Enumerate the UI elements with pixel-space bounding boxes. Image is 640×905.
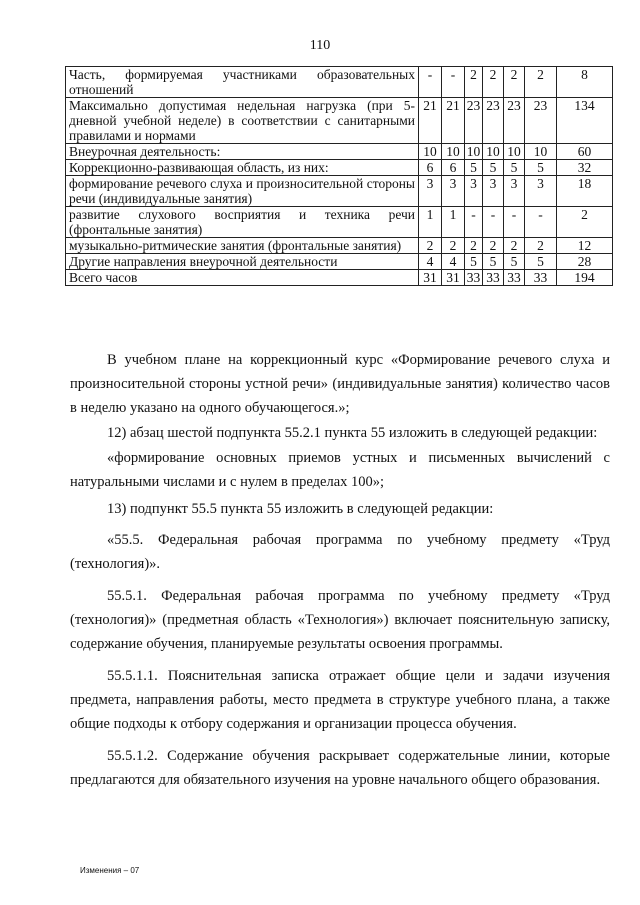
cell-value: 32	[557, 160, 613, 176]
cell-value: 4	[419, 254, 442, 270]
page-number: 110	[309, 38, 331, 53]
cell-value: 2	[525, 238, 557, 254]
cell-value: 23	[483, 98, 504, 144]
cell-value: 3	[504, 176, 525, 207]
row-label: Всего часов	[66, 270, 419, 286]
cell-value: 60	[557, 144, 613, 160]
cell-value: 5	[465, 254, 483, 270]
cell-value: 18	[557, 176, 613, 207]
table-row	[66, 98, 613, 144]
table-row	[66, 254, 613, 270]
cell-value: 31	[442, 270, 465, 286]
cell-value: 3	[483, 176, 504, 207]
row-label: развитие слухового восприятия и техника речи (фронтальные занятия)	[66, 207, 419, 238]
cell-value: 2	[504, 238, 525, 254]
table-row	[66, 238, 613, 254]
cell-value: 10	[483, 144, 504, 160]
cell-value: 28	[557, 254, 613, 270]
table-row	[66, 176, 613, 207]
paragraph: 12) абзац шестой подпункта 55.2.1 пункта 55 изложить в следующей редакции:	[107, 425, 598, 441]
curriculum-table	[65, 66, 613, 286]
table-row	[66, 144, 613, 160]
cell-value: 2	[483, 238, 504, 254]
cell-value: 2	[465, 238, 483, 254]
cell-value: -	[419, 67, 442, 98]
cell-value: 2	[419, 238, 442, 254]
row-label: Максимально допустимая недельная нагрузка (при 5-дневной учебной неделе) в соответствии с санитарными правилами и нормами	[66, 98, 419, 144]
cell-value: -	[525, 207, 557, 238]
row-label: музыкально-ритмические занятия (фронтальные занятия)	[66, 238, 419, 254]
cell-value: -	[504, 207, 525, 238]
paragraph: 55.5.1.2. Содержание обучения раскрывает содержательные линии, которые предлагаются для обязательного изучения на уровне начального общего образования.	[70, 748, 610, 788]
cell-value: 33	[525, 270, 557, 286]
cell-value: 134	[557, 98, 613, 144]
row-label: Часть, формируемая участниками образовательных отношений	[66, 67, 419, 98]
cell-value: 33	[483, 270, 504, 286]
cell-value: 33	[504, 270, 525, 286]
cell-value: 5	[525, 160, 557, 176]
cell-value: 5	[483, 254, 504, 270]
cell-value: 1	[442, 207, 465, 238]
row-label: Внеурочная деятельность:	[66, 144, 419, 160]
cell-value: 3	[465, 176, 483, 207]
cell-value: -	[442, 67, 465, 98]
cell-value: 10	[525, 144, 557, 160]
cell-value: 194	[557, 270, 613, 286]
cell-value: 2	[483, 67, 504, 98]
cell-value: 12	[557, 238, 613, 254]
cell-value: 3	[442, 176, 465, 207]
cell-value: 10	[442, 144, 465, 160]
cell-value: 10	[465, 144, 483, 160]
row-label: формирование речевого слуха и произносительной стороны речи (индивидуальные занятия)	[66, 176, 419, 207]
cell-value: 5	[483, 160, 504, 176]
cell-value: 2	[442, 238, 465, 254]
cell-value: -	[465, 207, 483, 238]
table-row	[66, 270, 613, 286]
cell-value: 23	[465, 98, 483, 144]
cell-value: 5	[504, 160, 525, 176]
cell-value: 21	[442, 98, 465, 144]
paragraph: 55.5.1. Федеральная рабочая программа по учебному предмету «Труд (технология)» (предметная область «Технология») включает пояснительную записку, содержание обучения, планируемые результаты освоения программы.	[70, 588, 610, 652]
cell-value: 2	[557, 207, 613, 238]
cell-value: 4	[442, 254, 465, 270]
cell-value: 2	[525, 67, 557, 98]
table-row	[66, 67, 613, 98]
row-label: Коррекционно-развивающая область, из них:	[66, 160, 419, 176]
table-row	[66, 160, 613, 176]
footer-note: Изменения – 07	[80, 866, 140, 875]
cell-value: 5	[504, 254, 525, 270]
cell-value: 23	[525, 98, 557, 144]
cell-value: 2	[504, 67, 525, 98]
cell-value: 6	[419, 160, 442, 176]
cell-value: 10	[504, 144, 525, 160]
paragraph: «формирование основных приемов устных и письменных вычислений с натуральными числами и с нулем в пределах 100»;	[70, 450, 610, 490]
cell-value: 5	[525, 254, 557, 270]
cell-value: 1	[419, 207, 442, 238]
cell-value: 3	[419, 176, 442, 207]
paragraph: В учебном плане на коррекционный курс «Формирование речевого слуха и произносительной стороны устной речи» (индивидуальные занятия) количество часов в неделю указано на одного обучающегося.»;	[70, 352, 610, 416]
cell-value: 2	[465, 67, 483, 98]
cell-value: 10	[419, 144, 442, 160]
cell-value: 6	[442, 160, 465, 176]
cell-value: 5	[465, 160, 483, 176]
cell-value: 8	[557, 67, 613, 98]
cell-value: 33	[465, 270, 483, 286]
cell-value: 3	[525, 176, 557, 207]
paragraph: «55.5. Федеральная рабочая программа по учебному предмету «Труд (технология)».	[70, 532, 610, 572]
row-label: Другие направления внеурочной деятельности	[66, 254, 419, 270]
table-row	[66, 207, 613, 238]
cell-value: 21	[419, 98, 442, 144]
paragraph: 55.5.1.1. Пояснительная записка отражает общие цели и задачи изучения предмета, направления работы, место предмета в структуре учебного плана, а также общие подходы к отбору содержания и организации процесса обучения.	[70, 668, 610, 732]
paragraph-block-1	[70, 348, 610, 792]
paragraph: 13) подпункт 55.5 пункта 55 изложить в следующей редакции:	[107, 501, 494, 517]
cell-value: -	[483, 207, 504, 238]
cell-value: 23	[504, 98, 525, 144]
cell-value: 31	[419, 270, 442, 286]
